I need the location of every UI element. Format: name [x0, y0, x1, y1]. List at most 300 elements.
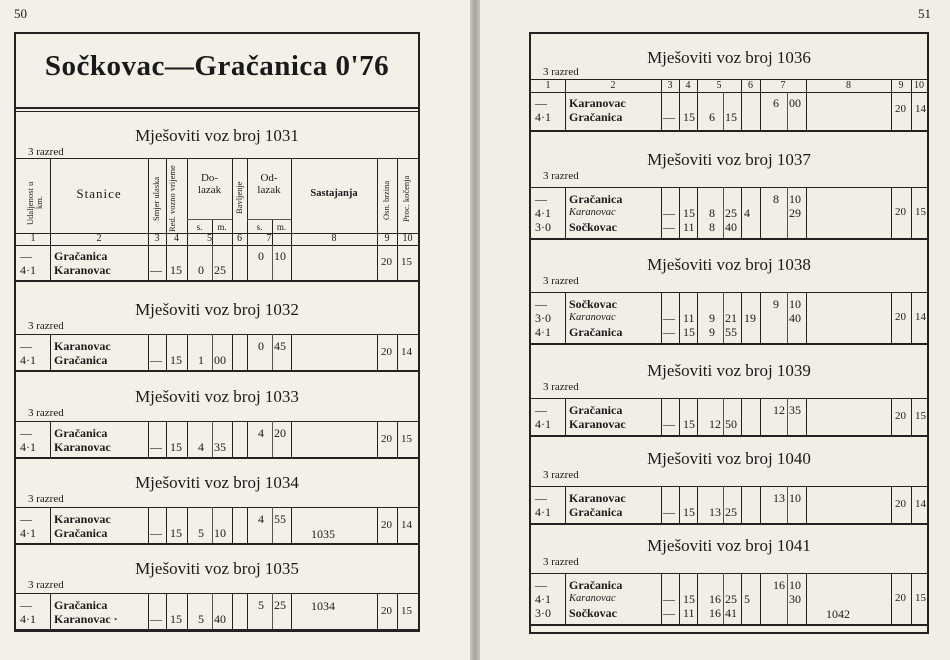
- timetable-frame: [529, 32, 929, 634]
- column-rule: [911, 187, 912, 238]
- base-speed: 20: [381, 346, 392, 358]
- departure-hour: 16: [773, 578, 785, 592]
- block-top-rule: [531, 292, 927, 293]
- column-rule: [911, 292, 912, 343]
- connection-train: 1042: [826, 607, 850, 621]
- distance-km: 4·1: [20, 440, 36, 454]
- column-rule: [291, 245, 292, 280]
- departure-hour: 8: [773, 192, 779, 206]
- arrival-minute: 55: [725, 325, 737, 339]
- column-rule: [247, 507, 248, 543]
- column-rule: [377, 245, 378, 280]
- column-rule: [148, 507, 149, 543]
- column-number: 2: [610, 80, 616, 91]
- station-name: Karanovac: [54, 512, 111, 526]
- column-rule: [397, 507, 398, 543]
- column-rule: [291, 421, 292, 457]
- run-time: 15: [683, 417, 695, 431]
- column-rule: [291, 158, 292, 245]
- column-number: 1: [545, 80, 551, 91]
- arrival-minute: 00: [214, 353, 226, 367]
- column-rule: [760, 292, 761, 343]
- column-number: 8: [331, 233, 337, 244]
- arrival-hour: 8: [709, 220, 715, 234]
- brake-percent: 14: [915, 498, 926, 510]
- arrival-hour: 1: [198, 353, 204, 367]
- header-arrival-minute: m.: [217, 222, 227, 232]
- departure-hour: 9: [773, 297, 779, 311]
- column-rule: [760, 486, 761, 523]
- column-rule: [377, 507, 378, 543]
- run-time: 15: [683, 592, 695, 606]
- column-rule: [397, 421, 398, 457]
- train-title: Mješoviti voz broj 1034: [135, 473, 299, 492]
- column-rule: [806, 573, 807, 624]
- column-rule: [232, 245, 233, 280]
- column-rule: [760, 187, 761, 238]
- column-rule: [166, 507, 167, 543]
- arrival-hour: 9: [709, 311, 715, 325]
- header-connections: Sastajanja: [310, 188, 358, 199]
- class-label: 3 razred: [28, 493, 64, 505]
- column-rule: [741, 398, 742, 435]
- distance-km: —: [20, 339, 32, 353]
- column-rule: [787, 92, 788, 130]
- column-rule: [911, 486, 912, 523]
- column-rule: [272, 593, 273, 629]
- station-name: Sočkovac: [569, 297, 617, 311]
- brake-percent: 15: [401, 256, 412, 268]
- column-rule: [247, 245, 248, 280]
- arrival-hour: 5: [198, 612, 204, 626]
- distance-km: —: [20, 249, 32, 263]
- column-rule: [232, 593, 233, 629]
- departure-hour: 6: [773, 96, 779, 110]
- train-title: Mješoviti voz broj 1036: [647, 48, 811, 67]
- arrival-minute: 50: [725, 417, 737, 431]
- run-time: 15: [170, 263, 182, 277]
- block-rule: [531, 435, 927, 437]
- header-departure: Od- lazak: [257, 172, 281, 196]
- column-rule: [187, 593, 188, 629]
- column-rule: [723, 187, 724, 238]
- block-rule: [16, 629, 418, 631]
- block-top-rule: [531, 573, 927, 574]
- column-rule: [148, 245, 149, 280]
- column-rule: [212, 334, 213, 370]
- station-name: Karanovac: [569, 207, 616, 218]
- column-rule: [806, 486, 807, 523]
- column-rule: [760, 92, 761, 130]
- block-top-rule: [531, 187, 927, 188]
- distance-km: —: [20, 598, 32, 612]
- departure-minute: 35: [789, 403, 801, 417]
- column-rule: [187, 507, 188, 543]
- column-rule: [787, 573, 788, 624]
- block-top-rule: [16, 334, 418, 335]
- train-title: Mješoviti voz broj 1032: [135, 300, 299, 319]
- column-rule: [291, 507, 292, 543]
- distance-km: —: [535, 192, 547, 206]
- header-stay: Bavljenje: [234, 181, 244, 215]
- column-rule: [565, 398, 566, 435]
- column-rule: [291, 593, 292, 629]
- direction-dash: —: [150, 263, 162, 277]
- stay-minutes: 5: [744, 592, 750, 606]
- column-rule: [50, 245, 51, 280]
- brake-percent: 14: [401, 519, 412, 531]
- column-rule: [911, 92, 912, 130]
- train-title: Mješoviti voz broj 1041: [647, 536, 811, 555]
- brake-percent: 14: [915, 103, 926, 115]
- station-name: Gračanica: [54, 426, 108, 440]
- header-stations: Stanice: [76, 186, 122, 201]
- base-speed: 20: [895, 311, 906, 323]
- station-name: Karanovac: [569, 312, 616, 323]
- run-time: 15: [683, 110, 695, 124]
- run-time: 15: [683, 325, 695, 339]
- arrival-hour: 13: [709, 505, 721, 519]
- distance-km: 4·1: [20, 353, 36, 367]
- column-rule: [166, 334, 167, 370]
- route-title: Sočkovac—Gračanica 0'76: [44, 50, 390, 82]
- column-rule: [723, 573, 724, 624]
- class-label: 3 razred: [543, 381, 579, 393]
- distance-km: —: [535, 403, 547, 417]
- column-rule: [741, 187, 742, 238]
- distance-km: —: [535, 491, 547, 505]
- departure-minute: 10: [789, 192, 801, 206]
- header-distance: Udaljenost u km.: [25, 181, 44, 225]
- departure-hour: 13: [773, 491, 785, 505]
- distance-km: 4·1: [535, 417, 551, 431]
- departure-minute: 55: [274, 512, 286, 526]
- distance-km: 3·0: [535, 311, 551, 325]
- header-speed: Osn. brzina: [381, 180, 391, 220]
- column-number: 10: [402, 233, 413, 244]
- column-number: 1: [30, 233, 36, 244]
- column-rule: [291, 334, 292, 370]
- header-rule: [16, 245, 418, 246]
- column-rule: [148, 593, 149, 629]
- block-top-rule: [16, 593, 418, 594]
- block-rule: [531, 130, 927, 132]
- train-title: Mješoviti voz broj 1038: [647, 255, 811, 274]
- station-name: Karanovac: [569, 96, 626, 110]
- departure-hour: 4: [258, 512, 264, 526]
- column-rule: [397, 245, 398, 280]
- direction-dash: —: [150, 526, 162, 540]
- direction-dash: —: [150, 440, 162, 454]
- station-name: Sočkovac: [569, 606, 617, 620]
- column-rule: [679, 398, 680, 435]
- departure-minute: 30: [789, 592, 801, 606]
- timetable-frame: [14, 32, 420, 632]
- block-rule: [531, 238, 927, 240]
- departure-minute: 10: [789, 578, 801, 592]
- column-rule: [397, 334, 398, 370]
- column-rule: [787, 187, 788, 238]
- distance-km: —: [20, 426, 32, 440]
- base-speed: 20: [895, 206, 906, 218]
- class-label: 3 razred: [28, 579, 64, 591]
- base-speed: 20: [381, 605, 392, 617]
- column-rule: [723, 292, 724, 343]
- direction-dash: —: [663, 110, 675, 124]
- column-rule: [187, 421, 188, 457]
- base-speed: 20: [895, 103, 906, 115]
- direction-dash: —: [663, 606, 675, 620]
- train-title: Mješoviti voz broj 1037: [647, 150, 811, 169]
- column-number: 6: [237, 233, 242, 244]
- column-rule: [397, 593, 398, 629]
- departure-hour: 12: [773, 403, 785, 417]
- header-rule: [16, 158, 418, 159]
- class-label: 3 razred: [543, 66, 579, 78]
- arrival-minute: 35: [214, 440, 226, 454]
- header-rule: [531, 92, 927, 93]
- subheader-rule: [247, 219, 291, 220]
- distance-km: 4·1: [535, 110, 551, 124]
- column-number: 7: [266, 233, 272, 244]
- base-speed: 20: [895, 592, 906, 604]
- brake-percent: 15: [401, 433, 412, 445]
- station-name: Gračanica: [569, 110, 623, 124]
- column-rule: [212, 593, 213, 629]
- column-rule: [232, 507, 233, 543]
- column-rule: [891, 486, 892, 523]
- distance-km: —: [535, 578, 547, 592]
- direction-dash: —: [150, 612, 162, 626]
- column-rule: [806, 187, 807, 238]
- book-gutter: [470, 0, 480, 660]
- header-arrival: Do- lazak: [197, 172, 222, 196]
- header-run-time: Red. vozno vrijeme: [167, 165, 177, 233]
- departure-hour: 4: [258, 426, 264, 440]
- column-number: 3: [667, 80, 673, 91]
- direction-dash: —: [663, 311, 675, 325]
- column-rule: [787, 292, 788, 343]
- arrival-hour: 4: [198, 440, 204, 454]
- distance-km: 4·1: [535, 206, 551, 220]
- column-rule: [891, 92, 892, 130]
- base-speed: 20: [895, 410, 906, 422]
- class-label: 3 razred: [28, 146, 64, 158]
- column-rule: [697, 398, 698, 435]
- column-rule: [166, 421, 167, 457]
- column-rule: [50, 421, 51, 457]
- brake-percent: 15: [915, 592, 926, 604]
- column-rule: [911, 573, 912, 624]
- column-number: 5: [207, 233, 212, 244]
- stay-minutes: 19: [744, 311, 756, 325]
- column-number: 5: [716, 80, 722, 91]
- right-page: [480, 0, 950, 660]
- train-title: Mješoviti voz broj 1035: [135, 559, 299, 578]
- column-rule: [760, 573, 761, 624]
- station-name: Gračanica: [569, 325, 623, 339]
- column-rule: [806, 292, 807, 343]
- column-rule: [565, 573, 566, 624]
- column-rule: [187, 245, 188, 280]
- column-rule: [377, 593, 378, 629]
- arrival-minute: 25: [214, 263, 226, 277]
- run-time: 15: [170, 526, 182, 540]
- brake-percent: 15: [915, 410, 926, 422]
- column-number: 7: [780, 80, 786, 91]
- arrival-minute: 25: [725, 206, 737, 220]
- column-rule: [723, 92, 724, 130]
- station-name: Karanovac ·: [54, 612, 118, 626]
- column-rule: [679, 92, 680, 130]
- arrival-minute: 25: [725, 505, 737, 519]
- run-time: 11: [683, 220, 695, 234]
- arrival-minute: 40: [725, 220, 737, 234]
- column-rule: [212, 421, 213, 457]
- column-rule: [247, 334, 248, 370]
- column-rule: [212, 507, 213, 543]
- column-rule: [148, 421, 149, 457]
- distance-km: 4·1: [535, 325, 551, 339]
- column-rule: [891, 398, 892, 435]
- column-number: 8: [846, 80, 851, 91]
- station-name: Karanovac: [54, 339, 111, 353]
- train-title: Mješoviti voz broj 1040: [647, 449, 811, 468]
- train-title: Mješoviti voz broj 1031: [135, 126, 299, 145]
- column-rule: [661, 92, 662, 130]
- column-rule: [247, 421, 248, 457]
- arrival-hour: 0: [198, 263, 204, 277]
- column-rule: [697, 573, 698, 624]
- column-rule: [741, 573, 742, 624]
- arrival-hour: 16: [709, 606, 721, 620]
- distance-km: 4·1: [535, 505, 551, 519]
- connection-train: 1035: [311, 527, 335, 541]
- column-rule: [806, 92, 807, 130]
- connection-train: 1034: [311, 599, 335, 613]
- station-name: Gračanica: [569, 403, 623, 417]
- brake-percent: 14: [401, 346, 412, 358]
- column-rule: [565, 292, 566, 343]
- subheader-rule: [187, 219, 232, 220]
- column-number: 3: [154, 233, 160, 244]
- departure-hour: 5: [258, 598, 264, 612]
- direction-dash: —: [663, 592, 675, 606]
- left-page: [0, 0, 470, 660]
- station-name: Karanovac: [569, 417, 626, 431]
- departure-minute: 10: [274, 249, 286, 263]
- departure-minute: 10: [789, 491, 801, 505]
- column-rule: [50, 593, 51, 629]
- train-title: Mješoviti voz broj 1033: [135, 387, 299, 406]
- station-name: Gračanica: [54, 526, 108, 540]
- column-rule: [232, 421, 233, 457]
- block-top-rule: [16, 421, 418, 422]
- column-rule: [661, 398, 662, 435]
- station-name: Gračanica: [54, 353, 108, 367]
- column-number: 4: [685, 80, 691, 91]
- station-name: Gračanica: [569, 192, 623, 206]
- class-label: 3 razred: [28, 320, 64, 332]
- column-rule: [891, 187, 892, 238]
- block-top-rule: [16, 507, 418, 508]
- column-rule: [212, 245, 213, 280]
- column-number: 4: [174, 233, 179, 244]
- station-name: Karanovac: [54, 263, 111, 277]
- distance-km: 3·0: [535, 606, 551, 620]
- column-rule: [697, 92, 698, 130]
- direction-dash: —: [663, 417, 675, 431]
- departure-minute: 10: [789, 297, 801, 311]
- column-rule: [50, 507, 51, 543]
- arrival-hour: 5: [198, 526, 204, 540]
- station-name: Sočkovac: [569, 220, 617, 234]
- block-rule: [16, 370, 418, 372]
- block-rule: [531, 624, 927, 626]
- class-label: 3 razred: [28, 407, 64, 419]
- run-time: 15: [170, 353, 182, 367]
- column-rule: [50, 334, 51, 370]
- column-rule: [741, 292, 742, 343]
- direction-dash: —: [663, 220, 675, 234]
- brake-percent: 14: [915, 311, 926, 323]
- column-rule: [166, 593, 167, 629]
- column-number: 9: [384, 233, 390, 244]
- column-rule: [697, 292, 698, 343]
- arrival-minute: 41: [725, 606, 737, 620]
- column-rule: [911, 398, 912, 435]
- departure-minute: 00: [789, 96, 801, 110]
- departure-minute: 25: [274, 598, 286, 612]
- column-rule: [679, 292, 680, 343]
- column-rule: [697, 486, 698, 523]
- column-number: 10: [914, 80, 924, 91]
- column-rule: [741, 486, 742, 523]
- direction-dash: —: [663, 505, 675, 519]
- arrival-minute: 21: [725, 311, 737, 325]
- column-rule: [891, 292, 892, 343]
- column-rule: [891, 573, 892, 624]
- base-speed: 20: [381, 433, 392, 445]
- block-rule: [16, 543, 418, 545]
- run-time: 15: [683, 206, 695, 220]
- column-rule: [232, 334, 233, 370]
- class-label: 3 razred: [543, 275, 579, 287]
- column-rule: [723, 486, 724, 523]
- column-rule: [565, 187, 566, 238]
- header-arrival-hour: s.: [196, 222, 203, 232]
- header-direction: Smjer ulaska: [151, 176, 161, 222]
- page-number: 50: [14, 6, 27, 21]
- block-rule: [16, 457, 418, 459]
- column-rule: [661, 486, 662, 523]
- brake-percent: 15: [915, 206, 926, 218]
- column-rule: [50, 158, 51, 245]
- column-rule: [741, 92, 742, 130]
- train-title: Mješoviti voz broj 1039: [647, 361, 811, 380]
- column-rule: [272, 507, 273, 543]
- column-rule: [806, 398, 807, 435]
- block-top-rule: [531, 486, 927, 487]
- column-number: 6: [748, 80, 753, 91]
- column-rule: [697, 187, 698, 238]
- column-rule: [661, 292, 662, 343]
- arrival-hour: 6: [709, 110, 715, 124]
- arrival-minute: 25: [725, 592, 737, 606]
- distance-km: —: [20, 512, 32, 526]
- distance-km: 4·1: [20, 612, 36, 626]
- column-number: 2: [96, 233, 102, 244]
